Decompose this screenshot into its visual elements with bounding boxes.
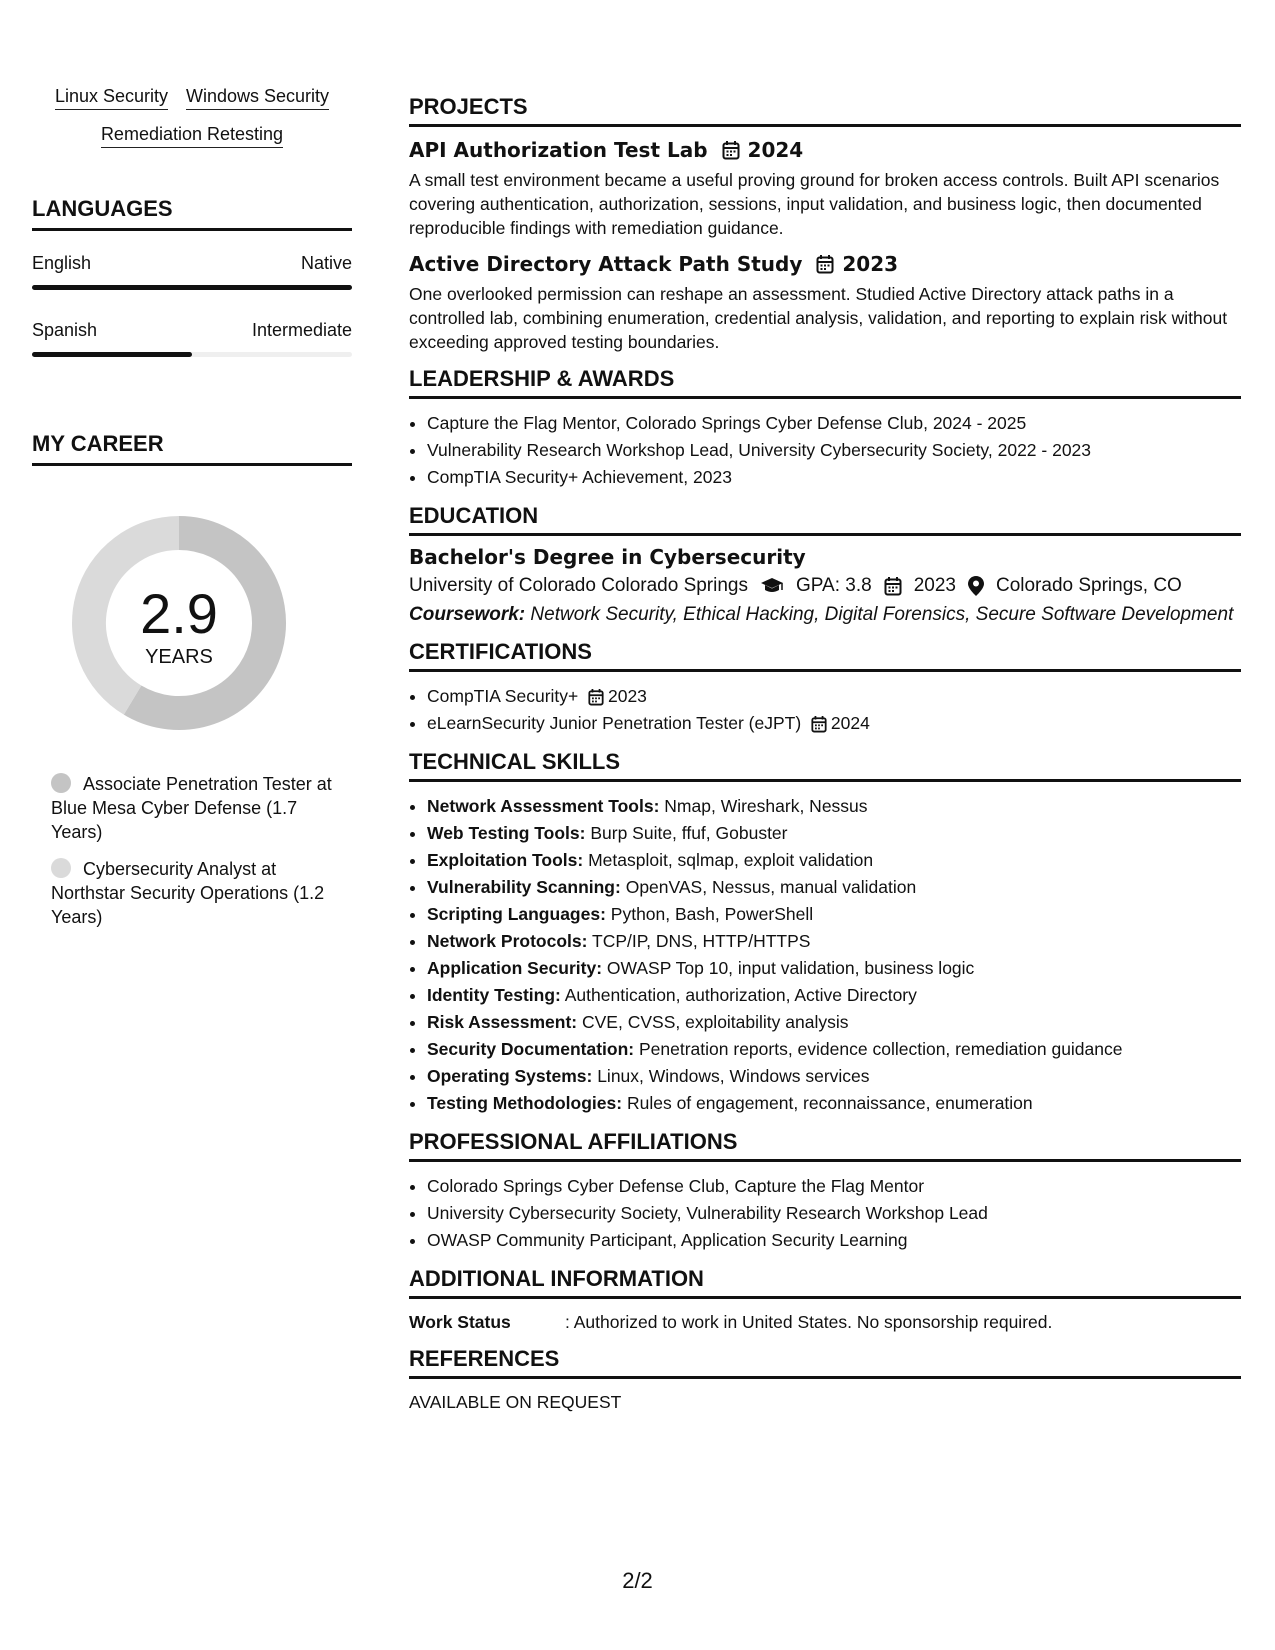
skill-value: Penetration reports, evidence collection, remediation guidance xyxy=(639,1039,1123,1059)
skill-value: CVE, CVSS, exploitability analysis xyxy=(582,1012,849,1032)
skill-item xyxy=(427,874,1241,901)
certifications-title: CERTIFICATIONS xyxy=(409,639,1241,672)
project-year: 2023 xyxy=(842,252,899,276)
affiliations-section xyxy=(409,1129,1241,1254)
certification-year: 2024 xyxy=(830,713,870,733)
coursework-label: Coursework: xyxy=(409,604,526,625)
graduation-cap-icon xyxy=(760,577,784,595)
skill-item xyxy=(427,928,1241,955)
language-level: Intermediate xyxy=(251,320,352,340)
work-status-value: : Authorized to work in United States. No sponsorship required. xyxy=(565,1312,1053,1332)
skill-item xyxy=(427,847,1241,874)
career-list xyxy=(51,772,336,929)
career-item xyxy=(51,857,336,929)
work-status-label: Work Status xyxy=(409,1312,511,1332)
location-pin-icon xyxy=(968,576,984,596)
project-description: A small test environment became a useful proving ground for broken access controls. Built API scenarios covering authentication, authorization, sessions, input validation, and business logic, then documented reproducible findings with remediation guidance. xyxy=(409,170,1220,238)
list-item: • University Cybersecurity Society, Vulnerability Research Workshop Lead xyxy=(427,1200,1241,1227)
certification-year: 2023 xyxy=(607,686,647,706)
language-item xyxy=(32,253,352,290)
list-item: • Colorado Springs Cyber Defense Club, Capture the Flag Mentor xyxy=(427,1173,1241,1200)
skill-item xyxy=(427,1036,1241,1063)
calendar-icon xyxy=(588,688,604,706)
skill-value: Burp Suite, ffuf, Gobuster xyxy=(590,823,788,843)
language-item xyxy=(32,320,352,357)
skill-tag: Windows Security xyxy=(186,86,329,110)
leadership-section xyxy=(409,366,1241,491)
skill-value: Rules of engagement, reconnaissance, enumeration xyxy=(626,1093,1033,1113)
projects-section xyxy=(409,94,1241,354)
school-name: University of Colorado Colorado Springs xyxy=(409,575,748,596)
skills-list xyxy=(409,793,1241,1117)
certification-name: eLearnSecurity Junior Penetration Tester (eJPT) xyxy=(427,713,802,733)
additional-section xyxy=(409,1266,1241,1334)
skill-label: Network Assessment Tools: xyxy=(427,796,660,816)
skill-value: Authentication, authorization, Active Directory xyxy=(564,985,917,1005)
education-title: EDUCATION xyxy=(409,503,1241,536)
skill-item xyxy=(427,982,1241,1009)
additional-title: ADDITIONAL INFORMATION xyxy=(409,1266,1241,1299)
project-name: API Authorization Test Lab xyxy=(409,138,708,162)
calendar-icon xyxy=(816,254,834,274)
skill-label: Operating Systems: xyxy=(427,1066,593,1086)
language-level: Native xyxy=(300,253,352,273)
skill-item xyxy=(427,820,1241,847)
calendar-icon xyxy=(811,715,827,733)
skill-label: Network Protocols: xyxy=(427,931,588,951)
graduation-year: 2023 xyxy=(913,575,956,596)
language-bar-fill xyxy=(32,352,192,357)
certification-name: CompTIA Security+ xyxy=(427,686,579,706)
language-bar xyxy=(32,285,352,290)
language-bar-fill xyxy=(32,285,352,290)
skill-label: Web Testing Tools: xyxy=(427,823,586,843)
coursework-list: Network Security, Ethical Hacking, Digital Forensics, Secure Software Development xyxy=(530,604,1234,625)
skills-title: TECHNICAL SKILLS xyxy=(409,749,1241,782)
skill-label: Risk Assessment: xyxy=(427,1012,578,1032)
skill-item xyxy=(427,955,1241,982)
list-item: • Capture the Flag Mentor, Colorado Springs Cyber Defense Club, 2024 - 2025 xyxy=(427,410,1241,437)
school-location: Colorado Springs, CO xyxy=(995,575,1182,596)
references-title: REFERENCES xyxy=(409,1346,1241,1379)
skill-label: Vulnerability Scanning: xyxy=(427,877,621,897)
skill-item xyxy=(427,901,1241,928)
career-title: MY CAREER xyxy=(32,431,352,466)
languages-section xyxy=(32,196,352,357)
skill-label: Identity Testing: xyxy=(427,985,561,1005)
skill-item xyxy=(427,1063,1241,1090)
skill-label: Application Security: xyxy=(427,958,603,978)
project-name: Active Directory Attack Path Study xyxy=(409,252,803,276)
references-text: AVAILABLE ON REQUEST xyxy=(409,1392,622,1412)
list-item xyxy=(427,710,1241,737)
project-description: One overlooked permission can reshape an assessment. Studied Active Directory attack paths in a controlled lab, combining enumeration, credential analysis, validation, and reporting to explain risk without exceeding approved testing boundaries. xyxy=(409,284,1228,352)
education-section xyxy=(409,503,1241,627)
skill-item xyxy=(427,1009,1241,1036)
career-total-years: 2.9 xyxy=(140,582,218,645)
affiliations-title: PROFESSIONAL AFFILIATIONS xyxy=(409,1129,1241,1162)
skill-value: OpenVAS, Nessus, manual validation xyxy=(625,877,917,897)
skill-label: Security Documentation: xyxy=(427,1039,635,1059)
skill-label: Exploitation Tools: xyxy=(427,850,584,870)
skill-tags xyxy=(32,86,352,148)
gpa: GPA: 3.8 xyxy=(796,575,872,596)
projects-title: PROJECTS xyxy=(409,94,1241,127)
career-section xyxy=(32,431,352,929)
project-item xyxy=(409,252,1241,354)
skill-value: Metasploit, sqlmap, exploit validation xyxy=(588,850,874,870)
leadership-title: LEADERSHIP & AWARDS xyxy=(409,366,1241,399)
sidebar xyxy=(32,86,352,942)
coursework xyxy=(409,603,1241,627)
skills-section xyxy=(409,749,1241,1117)
skill-item xyxy=(427,793,1241,820)
skill-value: Nmap, Wireshark, Nessus xyxy=(664,796,868,816)
skill-label: Scripting Languages: xyxy=(427,904,606,924)
language-name: Spanish xyxy=(32,320,98,340)
career-dot-icon xyxy=(51,858,71,878)
certifications-section xyxy=(409,639,1241,737)
skill-value: OWASP Top 10, input validation, business logic xyxy=(606,958,975,978)
references-section xyxy=(409,1346,1241,1414)
list-item: • OWASP Community Participant, Application Security Learning xyxy=(427,1227,1241,1254)
language-name: English xyxy=(32,253,92,273)
list-item: • CompTIA Security+ Achievement, 2023 xyxy=(427,464,1241,491)
career-item-label: Cybersecurity Analyst at Northstar Security Operations (1.2 Years) xyxy=(51,859,325,927)
skill-tag: Remediation Retesting xyxy=(101,124,283,148)
language-bar xyxy=(32,352,352,357)
languages-title: LANGUAGES xyxy=(32,196,352,231)
skill-tag: Linux Security xyxy=(55,86,168,110)
career-item-label: Associate Penetration Tester at Blue Mesa Cyber Defense (1.7 Years) xyxy=(51,774,332,842)
degree-title: Bachelor's Degree in Cybersecurity xyxy=(409,545,806,569)
calendar-icon xyxy=(722,140,740,160)
list-item: • Vulnerability Research Workshop Lead, University Cybersecurity Society, 2022 - 2023 xyxy=(427,437,1241,464)
list-item xyxy=(427,683,1241,710)
work-status xyxy=(409,1310,1241,1334)
career-years-unit: YEARS xyxy=(145,646,213,668)
skill-value: Linux, Windows, Windows services xyxy=(597,1066,870,1086)
page-number: 2/2 xyxy=(622,1568,653,1593)
career-item xyxy=(51,772,336,844)
project-item xyxy=(409,138,1241,240)
skill-value: Python, Bash, PowerShell xyxy=(610,904,814,924)
career-dot-icon xyxy=(51,773,71,793)
project-year: 2024 xyxy=(747,138,804,162)
skill-label: Testing Methodologies: xyxy=(427,1093,623,1113)
skill-item xyxy=(427,1090,1241,1117)
skill-value: TCP/IP, DNS, HTTP/HTTPS xyxy=(592,931,811,951)
career-donut xyxy=(66,510,292,736)
main-content xyxy=(409,94,1241,1414)
calendar-icon xyxy=(884,576,902,596)
